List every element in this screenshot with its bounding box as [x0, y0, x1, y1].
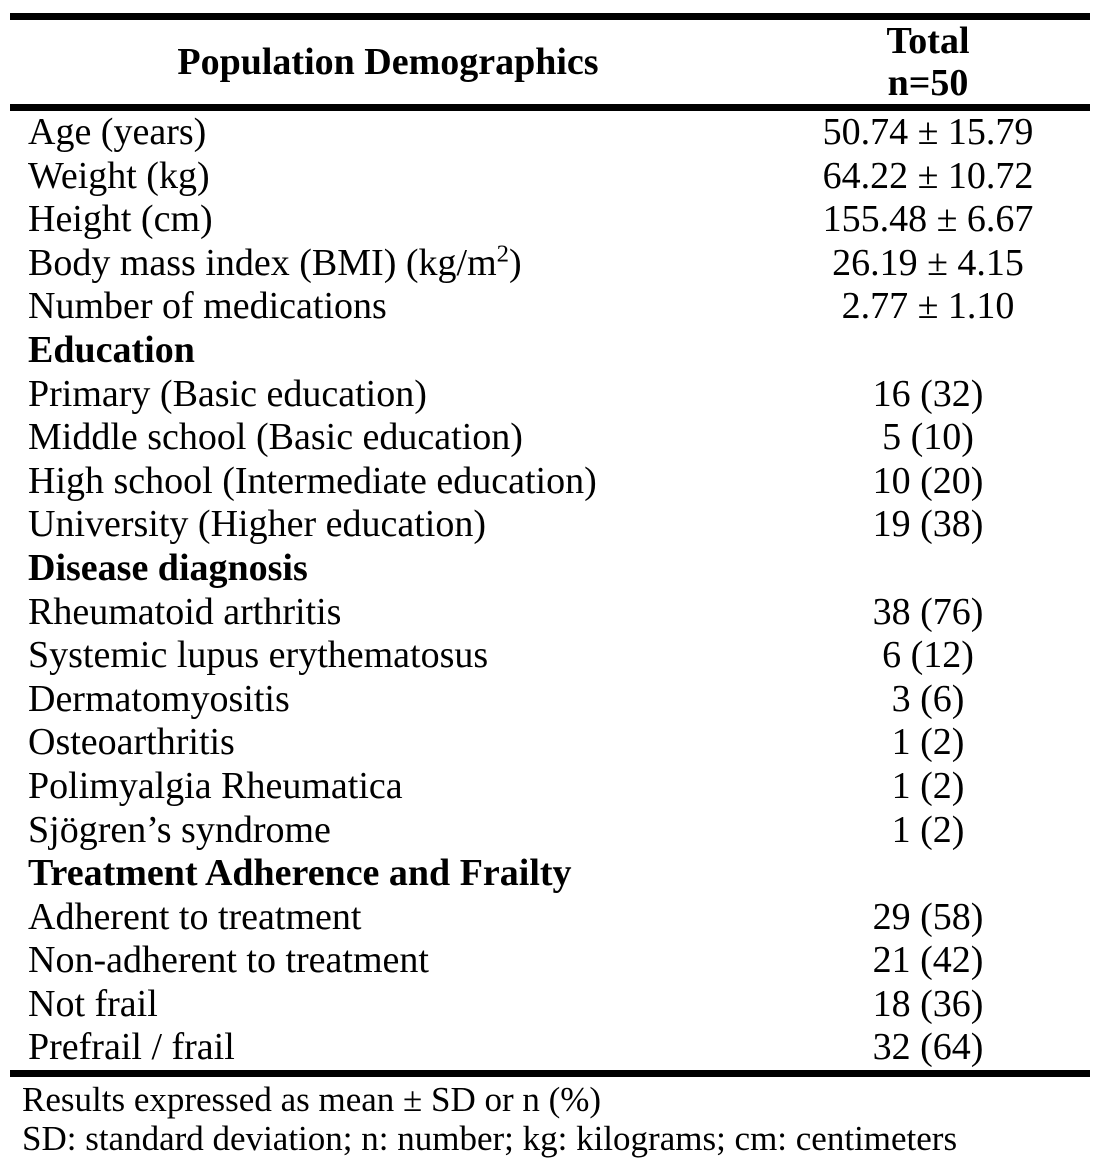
row-label: Treatment Adherence and Frailty	[28, 852, 572, 895]
table-row	[10, 983, 1090, 1027]
row-value: 3 (6)	[891, 677, 965, 720]
header-row	[10, 17, 1090, 108]
header-total-line: Total	[886, 20, 970, 62]
row-label: Polimyalgia Rheumatica	[28, 764, 403, 807]
row-label: Age (years)	[28, 111, 207, 153]
row-label: Osteoarthritis	[28, 721, 235, 764]
row-value: 155.48 ± 6.67	[822, 198, 1034, 241]
table-row	[10, 416, 1090, 460]
row-label: Primary (Basic education)	[28, 372, 427, 415]
row-value: 50.74 ± 15.79	[822, 111, 1034, 153]
table-row	[10, 939, 1090, 983]
table-row	[10, 765, 1090, 809]
row-value: 1 (2)	[891, 764, 965, 807]
row-value: 5 (10)	[882, 416, 974, 459]
row-value: 1 (2)	[891, 808, 965, 851]
row-value: 38 (76)	[872, 590, 984, 633]
row-value: 32 (64)	[872, 1026, 984, 1069]
row-label: Sjögren’s syndrome	[28, 808, 331, 851]
table-row	[10, 373, 1090, 417]
table-row	[10, 634, 1090, 678]
footnotes	[10, 1077, 1090, 1158]
section-header-row	[10, 852, 1090, 896]
table-row	[10, 198, 1090, 242]
table-header	[10, 17, 1090, 108]
row-value: 18 (36)	[872, 982, 984, 1025]
table-row	[10, 896, 1090, 940]
table-row	[10, 503, 1090, 547]
row-value: 2.77 ± 1.10	[841, 285, 1015, 328]
row-label: Middle school (Basic education)	[28, 416, 523, 459]
row-label: University (Higher education)	[28, 503, 486, 546]
row-value	[766, 547, 1090, 591]
table-row	[10, 242, 1090, 286]
table-row	[10, 809, 1090, 853]
row-label: Height (cm)	[28, 198, 213, 241]
table-row	[10, 108, 1090, 155]
row-label: Number of medications	[28, 285, 387, 328]
row-label: Weight (kg)	[28, 154, 210, 197]
row-value: 64.22 ± 10.72	[822, 154, 1034, 197]
table-body	[10, 108, 1090, 1074]
table-row	[10, 460, 1090, 504]
row-value: 10 (20)	[872, 459, 984, 502]
row-label: Disease diagnosis	[28, 546, 308, 589]
row-value	[766, 329, 1090, 373]
row-label: High school (Intermediate education)	[28, 459, 597, 502]
header-population-demographics: Population Demographics	[10, 17, 766, 108]
table-row	[10, 1026, 1090, 1073]
row-label: Not frail	[28, 982, 158, 1025]
header-n-line: n=50	[887, 62, 969, 104]
row-value: 26.19 ± 4.15	[832, 241, 1024, 284]
table-row	[10, 285, 1090, 329]
row-value: 21 (42)	[872, 939, 984, 982]
row-value: 16 (32)	[872, 372, 984, 415]
table-row	[10, 721, 1090, 765]
row-value	[766, 852, 1090, 896]
section-header-row	[10, 547, 1090, 591]
table-row	[10, 155, 1090, 199]
row-label: Adherent to treatment	[28, 895, 362, 938]
row-value: 19 (38)	[872, 503, 984, 546]
row-label: Education	[28, 328, 195, 371]
row-label: Non-adherent to treatment	[28, 939, 429, 982]
row-label: Rheumatoid arthritis	[28, 590, 342, 633]
row-label: Systemic lupus erythematosus	[28, 634, 489, 677]
row-label: Dermatomyositis	[28, 677, 290, 720]
footnote-results-note: Results expressed as mean ± SD or n (%)	[22, 1080, 602, 1120]
section-header-row	[10, 329, 1090, 373]
row-value: 6 (12)	[882, 634, 974, 677]
row-label: Body mass index (BMI) $(kg/m^2)$	[28, 240, 522, 284]
table-row	[10, 678, 1090, 722]
footnote-abbreviations: SD: standard deviation; n: number; kg: kilograms; cm: centimeters	[22, 1119, 958, 1158]
population-demographics-table	[10, 13, 1090, 1077]
table-row	[10, 591, 1090, 635]
header-total	[766, 17, 1090, 108]
row-label: Prefrail / frail	[28, 1026, 235, 1069]
row-value: 29 (58)	[872, 895, 984, 938]
superscript-2: 2	[496, 240, 509, 268]
row-value: 1 (2)	[891, 721, 965, 764]
